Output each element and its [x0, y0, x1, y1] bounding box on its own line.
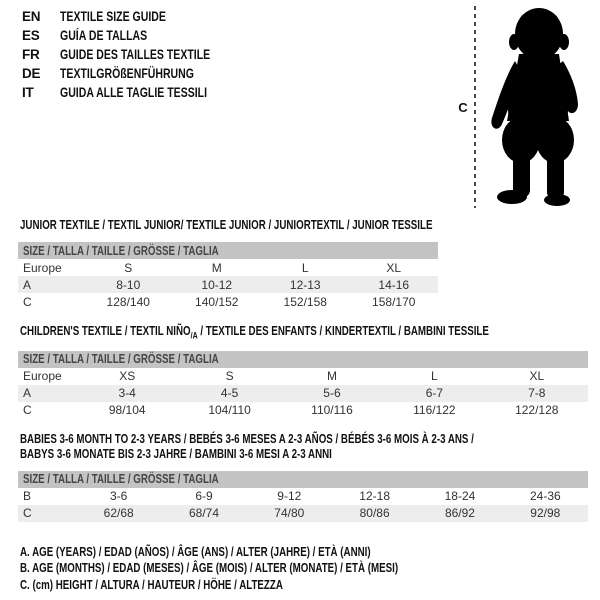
language-code: EN: [22, 9, 41, 24]
height-dashed-line: [474, 6, 476, 208]
table-cell: 98/104: [108, 403, 146, 417]
childrens-textile-section: [18, 324, 600, 419]
table-cell: 140/152: [195, 294, 239, 309]
table-cell: M: [211, 260, 222, 275]
toddler-silhouette: [484, 6, 598, 206]
table-cell: 18-24: [444, 489, 476, 503]
table-row-age-months: [18, 488, 588, 505]
row-label: B: [23, 489, 32, 503]
junior-textile-section: [18, 218, 600, 310]
table-cell: 86/92: [444, 506, 475, 520]
table-cell: M: [326, 369, 337, 383]
language-row: [22, 85, 253, 104]
table-row-age: [18, 276, 438, 293]
table-cell: S: [124, 260, 133, 275]
table-cell: 158/170: [372, 294, 416, 309]
table-cell: XL: [529, 369, 545, 383]
row-label: C: [23, 403, 32, 417]
table-row-height: [18, 402, 588, 419]
table-cell: 128/140: [106, 294, 150, 309]
language-title: GUIDA ALLE TAGLIE TESSILI: [60, 85, 208, 100]
table-cell: 6-7: [425, 386, 444, 400]
table-cell: 110/116: [311, 403, 353, 417]
row-label: Europe: [23, 260, 62, 275]
table-row-europe: [18, 368, 588, 385]
table-cell: 3-4: [118, 386, 136, 400]
language-code: FR: [22, 47, 40, 62]
table-cell: 74/80: [274, 506, 305, 520]
row-label: A: [23, 277, 32, 292]
language-title: TEXTILE SIZE GUIDE: [60, 9, 166, 24]
language-row: [22, 47, 253, 66]
size-header-row: [18, 351, 588, 368]
babies-textile-section: [18, 432, 600, 522]
language-row: [22, 9, 253, 28]
table-cell: 7-8: [528, 386, 546, 400]
table-cell: 92/98: [530, 506, 561, 520]
table-cell: 62/68: [103, 506, 134, 520]
table-cell: 116/122: [413, 403, 456, 417]
row-label: Europe: [23, 369, 62, 383]
language-title: TEXTILGRÖßENFÜHRUNG: [60, 66, 194, 81]
language-title: GUÍA DE TALLAS: [60, 28, 148, 43]
row-label: A: [23, 386, 32, 400]
footnote-a: A. AGE (YEARS) / EDAD (AÑOS) / ÂGE (ANS) / ALTER (JAHRE) / ETÀ (ANNI): [20, 544, 371, 559]
table-cell: 6-9: [195, 489, 213, 503]
table-row-height: [18, 505, 588, 522]
table-row-europe: [18, 259, 438, 276]
language-code: DE: [22, 66, 41, 81]
table-cell: 122/128: [515, 403, 559, 417]
table-cell: L: [301, 260, 309, 275]
table-cell: 4-5: [220, 386, 239, 400]
footnote-c: C. (cm) HEIGHT / ALTURA / HAUTEUR / HÖHE / ALTEZZA: [20, 577, 283, 592]
junior-textile-title: JUNIOR TEXTILE / TEXTIL JUNIOR/ TEXTILE JUNIOR / JUNIORTEXTIL / JUNIOR TESSILE: [20, 218, 433, 232]
table-cell: XS: [119, 369, 136, 383]
size-header-row: [18, 471, 588, 488]
language-row: [22, 28, 253, 47]
language-row: [22, 66, 253, 85]
header: [0, 0, 600, 212]
table-cell: 68/74: [188, 506, 219, 520]
table-row-age: [18, 385, 588, 402]
table-cell: 9-12: [277, 489, 302, 503]
table-cell: 80/86: [359, 506, 390, 520]
table-cell: 10-12: [201, 277, 233, 292]
table-cell: 8-10: [116, 277, 141, 292]
table-cell: 14-16: [378, 277, 410, 292]
childrens-textile-table: [18, 351, 588, 419]
childrens-textile-title: CHILDREN'S TEXTILE / TEXTIL $NIÑO_{/A}$ / TEXTILE DES ENFANTS / KINDERTEXTIL / BAMBINI TESSILE: [20, 324, 489, 341]
height-measure-figure: [452, 6, 598, 208]
row-label: C: [23, 506, 32, 520]
table-cell: 5-6: [323, 386, 341, 400]
table-cell: S: [225, 369, 234, 383]
footnotes: [20, 544, 600, 594]
size-header-row: [18, 242, 438, 259]
measure-c-label: C: [458, 99, 468, 115]
babies-textile-title: BABIES 3-6 MONTH TO 2-3 YEARS / BEBÉS 3-6 MESES A 2-3 AÑOS / BÉBÉS 3-6 MOIS À 2-3 ANS / BABYS 3-6 MONATE BIS 2-3 JAHRE / BAMBINI 3-6 MESI A 2-3 ANNI: [20, 431, 474, 461]
table-cell: 3-6: [109, 489, 128, 503]
table-cell: 12-13: [289, 277, 321, 292]
table-cell: XL: [386, 260, 402, 275]
table-cell: 104/110: [208, 403, 251, 417]
table-cell: 152/158: [283, 294, 327, 309]
table-row-height: [18, 293, 438, 310]
language-code: ES: [22, 28, 40, 43]
row-label: C: [23, 294, 32, 309]
language-title: GUIDE DES TAILLES TEXTILE: [60, 47, 211, 62]
table-cell: L: [431, 369, 438, 383]
size-header-cell: SIZE / TALLA / TAILLE / GRÖSSE / TAGLIA: [18, 351, 588, 368]
table-cell: 24-36: [529, 489, 561, 503]
junior-textile-table: [18, 242, 438, 310]
language-code: IT: [22, 85, 34, 100]
size-header-cell: SIZE / TALLA / TAILLE / GRÖSSE / TAGLIA: [18, 471, 588, 488]
size-header-cell: SIZE / TALLA / TAILLE / GRÖSSE / TAGLIA: [18, 242, 438, 259]
content: [0, 218, 600, 593]
table-cell: 12-18: [359, 489, 390, 503]
footnote-b: B. AGE (MONTHS) / EDAD (MESES) / ÂGE (MOIS) / ALTER (MONATE) / ETÀ (MESI): [20, 561, 399, 575]
language-list: [22, 9, 253, 104]
babies-textile-table: [18, 471, 588, 522]
